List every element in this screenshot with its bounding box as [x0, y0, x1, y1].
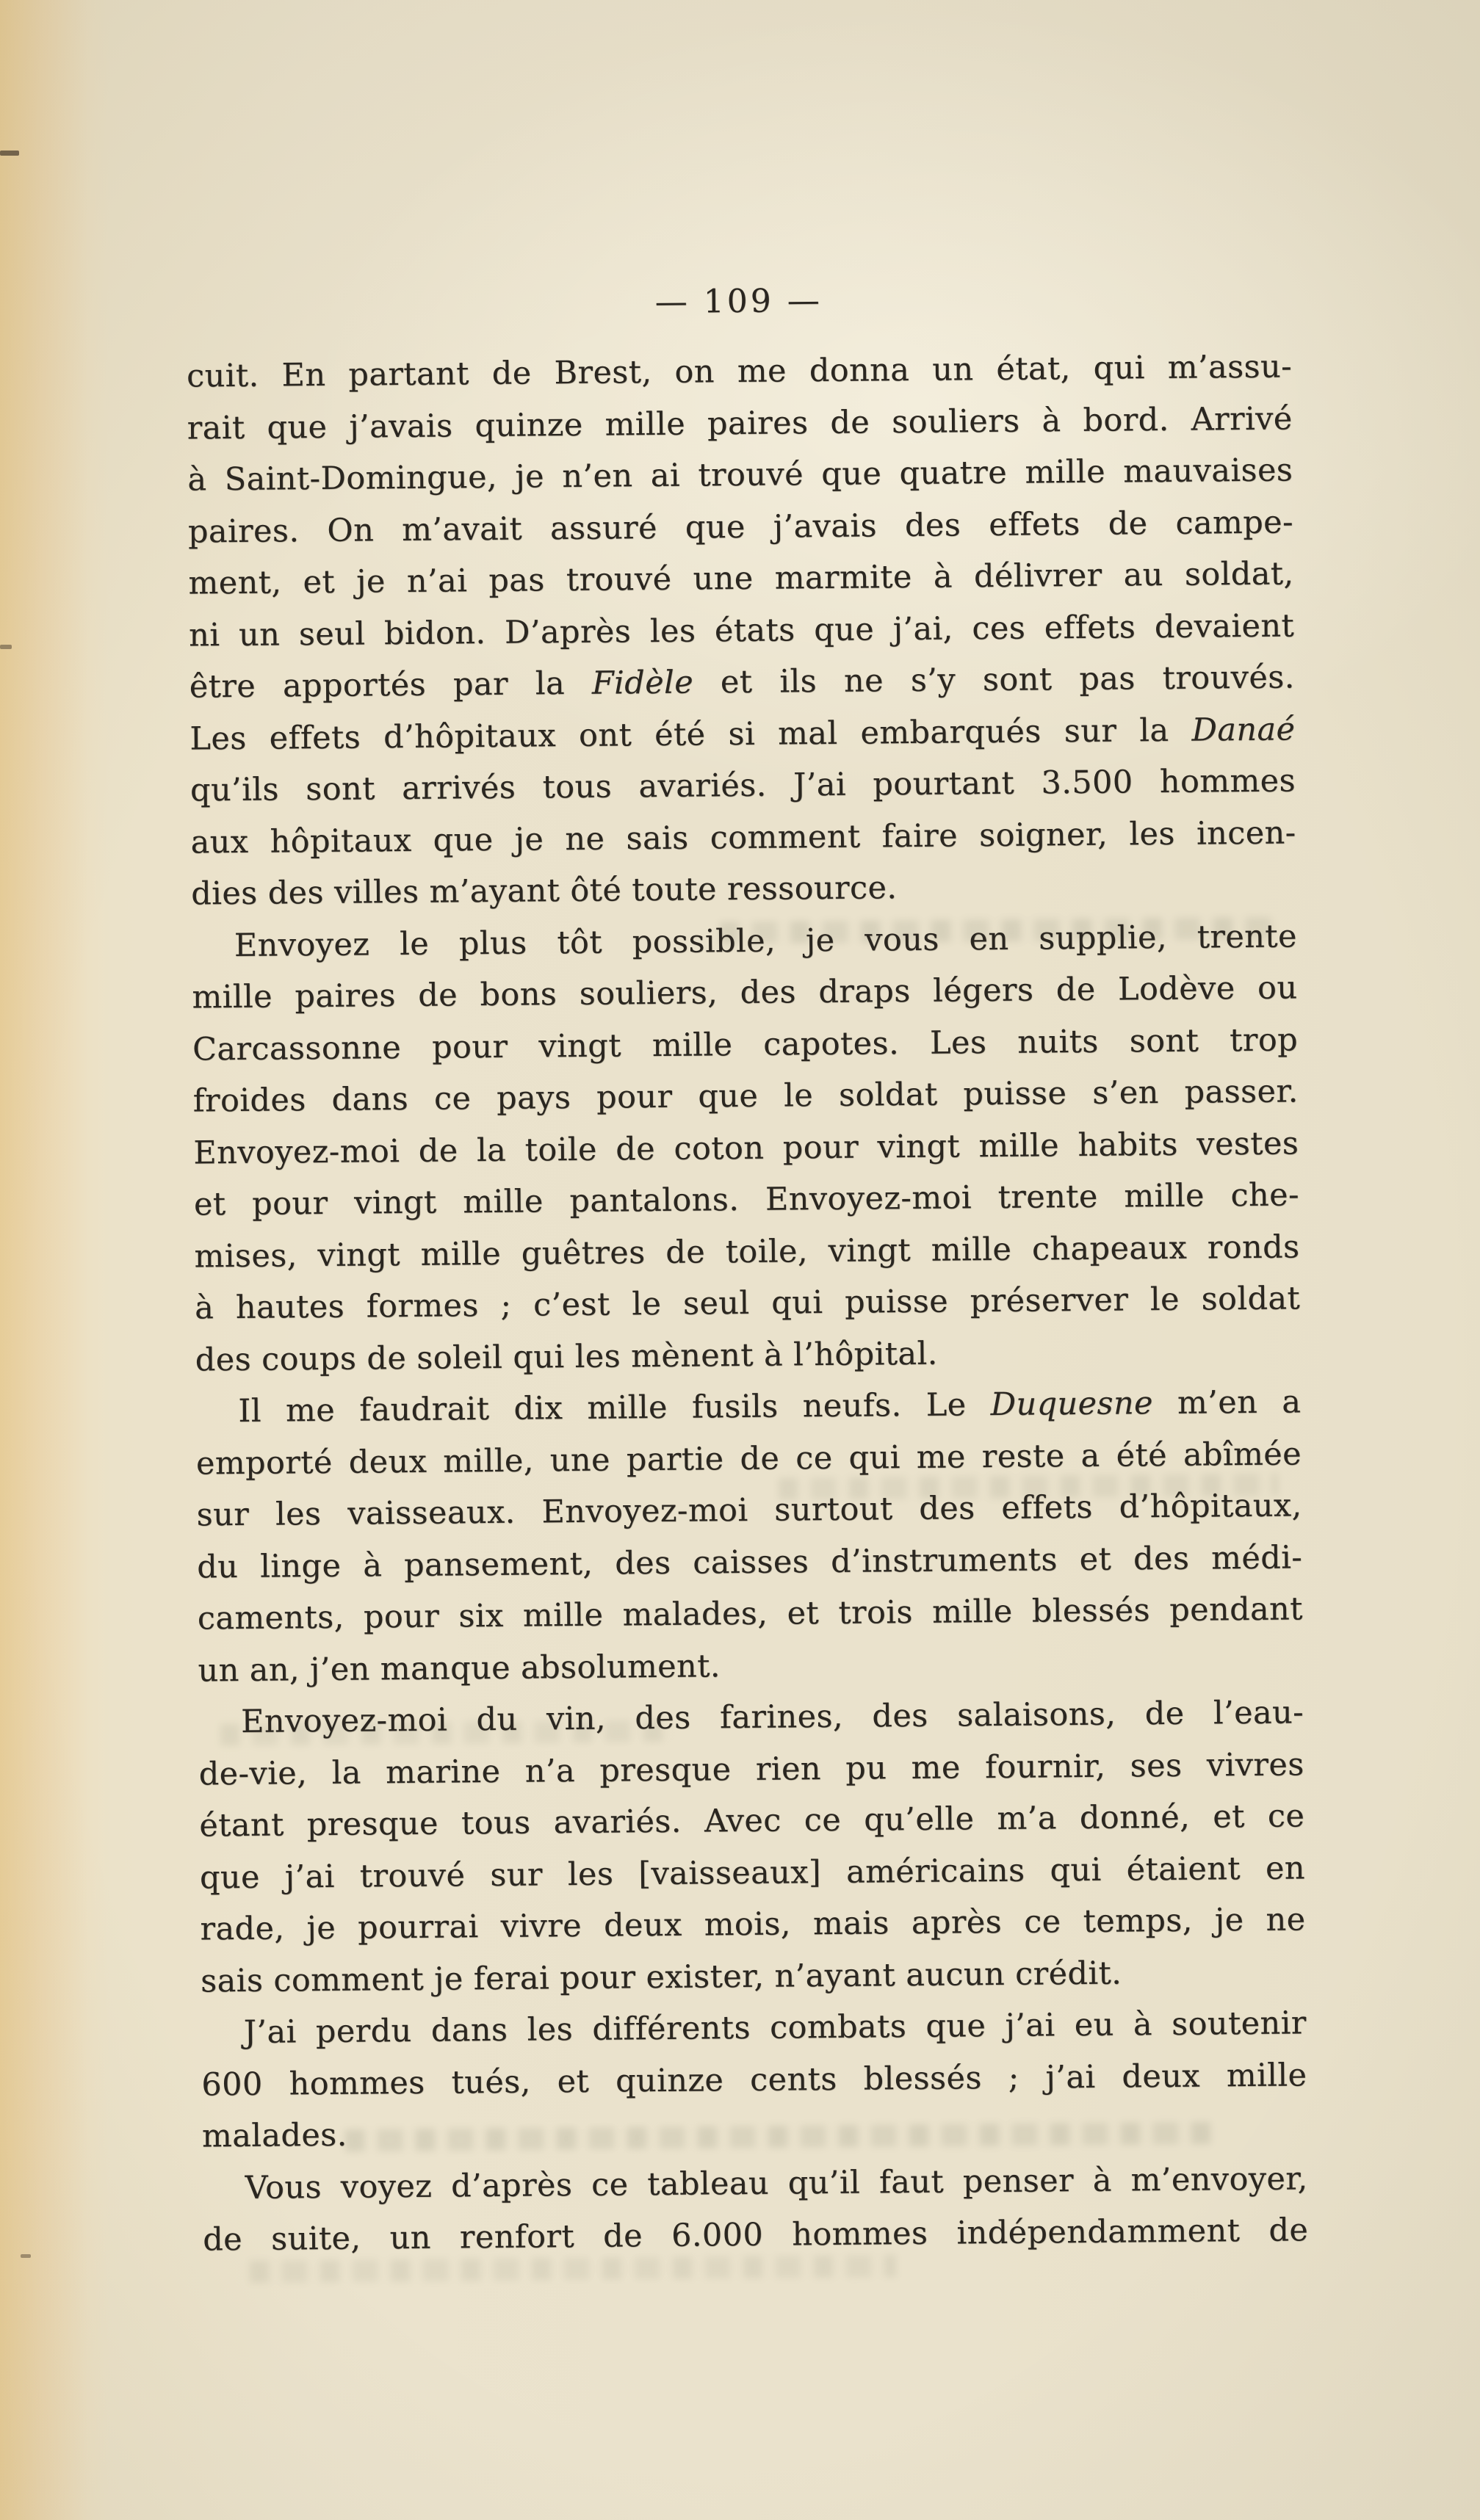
text-line [201, 1997, 1307, 2059]
text-line [191, 858, 1297, 920]
text-segment: étant presque tous avariés. Avec ce qu’elle m’a donné, et ce [199, 1797, 1305, 1844]
ship-name-italic: Duquesne [990, 1385, 1154, 1424]
text-segment: et ils ne s’y sont pas trouvés. [693, 659, 1295, 701]
text-segment: J’ai perdu dans les différents combats que j’ai eu à soutenir [243, 2005, 1307, 2051]
text-line [194, 1221, 1300, 1283]
text-line [195, 1376, 1302, 1438]
text-segment: ment, et je n’ai pas trouvé une marmite à délivrer au soldat, [188, 555, 1294, 602]
text-line [196, 1428, 1302, 1490]
text-line [192, 910, 1298, 972]
text-segment: ni un seul bidon. D’après les états que j’ai, ces effets devaient [188, 607, 1295, 654]
page-content [186, 276, 1308, 2266]
text-segment: des coups de soleil qui les mènent à l’hôpital. [195, 1335, 938, 1379]
text-line [198, 1583, 1304, 1645]
text-segment: que j’ai trouvé sur les [vaisseaux] américains qui étaient en [199, 1849, 1306, 1896]
text-line [188, 548, 1294, 609]
text-line [190, 755, 1296, 817]
text-segment: sur les vaisseaux. Envoyez-moi surtout des effets d’hôpitaux, [196, 1487, 1302, 1534]
text-segment: qu’ils sont arrivés tous avariés. J’ai pourtant 3.500 hommes [189, 762, 1296, 809]
text-segment: froides dans ce pays pour que le soldat puisse s’en passer. [192, 1073, 1299, 1120]
text-segment: un an, j’en manque absolument. [198, 1647, 721, 1689]
paper-speck [0, 645, 12, 649]
text-line [190, 807, 1296, 869]
text-line [187, 393, 1293, 455]
text-segment: être apportés par la [189, 665, 593, 706]
text-line [194, 1169, 1300, 1231]
text-segment: sais comment je ferai pour exister, n’ayant aucun crédit. [200, 1955, 1122, 1999]
text-segment: mises, vingt mille guêtres de toile, vingt mille chapeaux ronds [194, 1228, 1300, 1275]
text-line [187, 444, 1293, 506]
text-line [198, 1687, 1304, 1748]
text-line [189, 703, 1296, 765]
text-line [198, 1739, 1304, 1800]
text-segment: Envoyez-moi du vin, des farines, des salaisons, de l’eau- [240, 1694, 1304, 1740]
ship-name-italic: Danaé [1191, 710, 1296, 749]
text-segment: de-vie, la marine n’a presque rien pu me fournir, ses vivres [198, 1745, 1304, 1792]
text-segment: 600 hommes tués, et quinze cents blessés ; j’ai deux mille [201, 2056, 1307, 2103]
page-number: — 109 — [654, 282, 823, 321]
paper-speck [21, 2254, 31, 2258]
text-segment: aux hôpitaux que je ne sais comment faire soigner, les incen- [190, 814, 1296, 861]
text-segment: du linge à pansement, des caisses d’instruments et des médi- [197, 1538, 1303, 1585]
text-line [201, 1946, 1307, 2007]
text-line [189, 651, 1295, 713]
text-line [198, 1635, 1304, 1697]
text-line [193, 1118, 1299, 1179]
text-segment: caments, pour six mille malades, et trois mille blessés pendant [197, 1590, 1304, 1637]
text-segment: rade, je pourrai vivre deux mois, mais après ce temps, je ne [200, 1901, 1306, 1948]
text-segment: Envoyez le plus tôt possible, je vous en supplie, trente [234, 917, 1298, 964]
text-segment: cuit. En partant de Brest, on me donna un état, qui m’assu- [186, 348, 1293, 395]
text-segment: rait que j’avais quinze mille paires de souliers à bord. Arrivé [187, 399, 1293, 447]
text-line [202, 2153, 1308, 2215]
page-spine-shading [0, 0, 88, 2520]
text-line [187, 341, 1293, 402]
text-segment: emporté deux mille, une partie de ce qui me reste a été abîmée [195, 1435, 1302, 1482]
text-segment: m’en a [1152, 1383, 1302, 1422]
text-line [200, 1842, 1306, 1904]
text-line [188, 496, 1294, 558]
text-line [200, 1894, 1306, 1955]
ship-name-italic: Fidèle [591, 664, 694, 702]
text-line [192, 1065, 1299, 1127]
text-line [195, 1325, 1301, 1386]
text-segment: Envoyez-moi de la toile de coton pour vingt mille habits vestes [193, 1124, 1299, 1172]
text-segment: à Saint-Domingue, je n’en ai trouvé que quatre mille mauvaises [187, 452, 1293, 499]
text-segment: Les effets d’hôpitaux ont été si mal embarqués sur la [189, 712, 1192, 758]
text-segment: paires. On m’avait assuré que j’avais des effets de campe- [187, 503, 1294, 551]
text-line [199, 1790, 1305, 1852]
text-line [201, 2049, 1307, 2111]
text-segment: Carcassonne pour vingt mille capotes. Les nuits sont trop [192, 1021, 1299, 1068]
text-line [189, 600, 1295, 662]
text-line [195, 1272, 1301, 1334]
text-segment: Vous voyez d’après ce tableau qu’il faut penser à m’envoyer, [245, 2159, 1308, 2206]
text-line [196, 1480, 1302, 1541]
paper-speck [0, 151, 19, 156]
text-segment: malades. [201, 2116, 347, 2155]
text-line [197, 1532, 1303, 1593]
text-segment: mille paires de bons souliers, des draps légers de Lodève ou [192, 969, 1298, 1016]
text-line [202, 2101, 1308, 2162]
text-segment: à hautes formes ; c’est le seul qui puisse préserver le soldat [194, 1280, 1301, 1327]
text-segment: dies des villes m’ayant ôté toute ressource. [191, 869, 898, 913]
text-line [192, 962, 1298, 1024]
text-block [187, 341, 1309, 2266]
text-line [203, 2204, 1309, 2266]
text-line [192, 1014, 1299, 1076]
text-segment: et pour vingt mille pantalons. Envoyez-moi trente mille che- [193, 1176, 1300, 1223]
text-segment: de suite, un renfort de 6.000 hommes indépendamment de [203, 2212, 1309, 2259]
text-segment: Il me faudrait dix mille fusils neufs. Le [238, 1386, 991, 1430]
